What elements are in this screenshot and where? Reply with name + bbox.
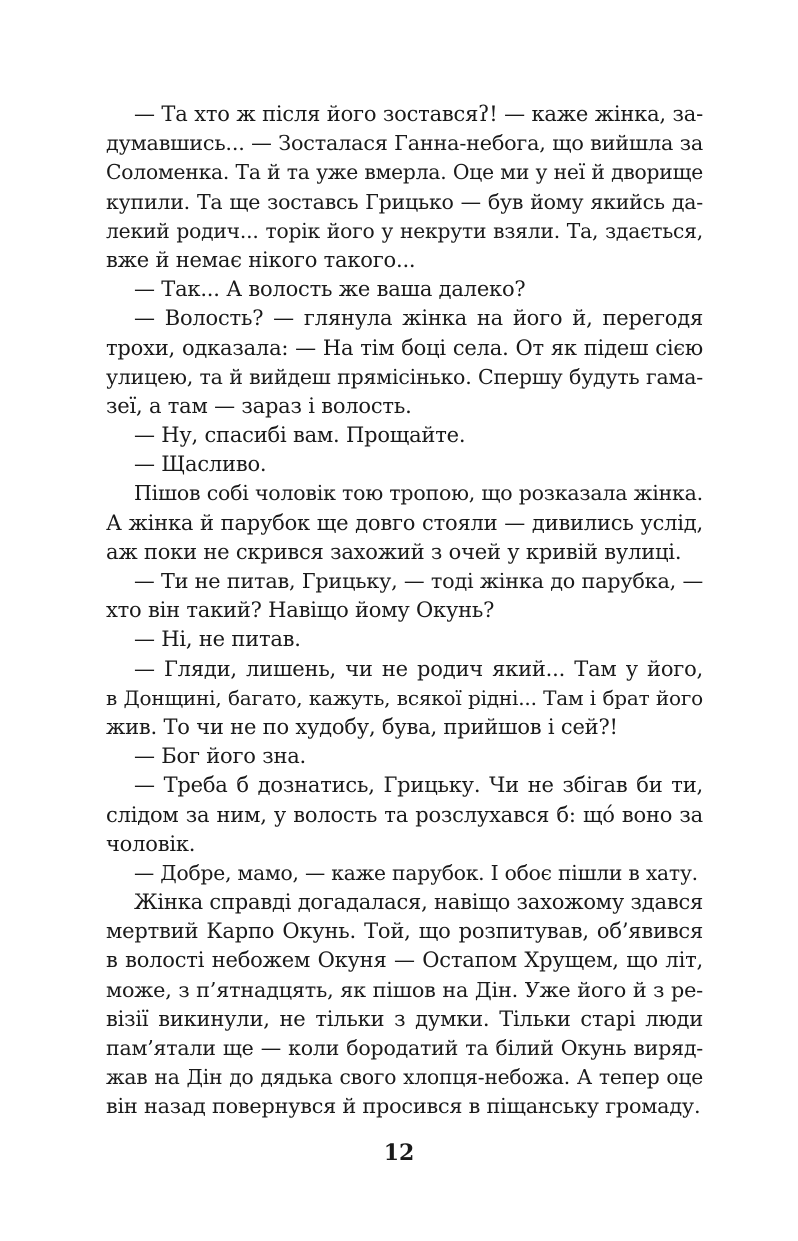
text-line: — Так... А волость же ваша далеко? <box>134 277 526 302</box>
text-line: А жінка й парубок ще довго стояли — дивились услід, <box>106 510 703 535</box>
text-line: — Волость? — глянула жінка на його й, перегодя <box>134 306 703 331</box>
text-line: — Треба б дознатись, Грицьку. Чи не збігав би ти, <box>134 773 703 798</box>
text-line: чоловік. <box>106 831 196 856</box>
text-line: — Ні, не питав. <box>134 627 301 652</box>
text-line: Пішов собі чоловік тою тропою, що розказала жінка. <box>134 481 703 506</box>
text-line: жив. То чи не по худобу, бува, прийшов і сей?! <box>106 714 618 739</box>
text-line: візії викинули, не тільки з думки. Тільки старі люди <box>106 1006 703 1031</box>
page-number: 12 <box>383 1140 415 1166</box>
text-line: Соломенка. Та й та уже вмерла. Оце ми у неї й дворище <box>106 160 703 185</box>
text-line: жав на Дін до дядька свого хлопця-небожа. А тепер оце <box>106 1065 703 1090</box>
text-line: — Гляди, лишень, чи не родич який... Там у його, <box>134 656 703 681</box>
text-line: думавшись... — Зосталася Ганна-небога, що вийшла за <box>106 131 703 156</box>
text-line: слідом за ним, у волость та розслухався б: що́ воно за <box>106 802 703 827</box>
text-line: він назад повернувся й просився в піщанську громаду. <box>106 1094 701 1119</box>
text-line: мертвий Карпо Окунь. Той, що розпитував, об’явився <box>106 919 703 944</box>
text-line: улицею, та й вийдеш прямісінько. Спершу будуть гама- <box>106 364 703 389</box>
text-line: — Ну, спасибі вам. Прощайте. <box>134 423 466 448</box>
text-line: вже й немає нікого такого... <box>106 247 416 272</box>
text-line: — Щасливо. <box>134 452 267 477</box>
text-line: в Донщині, багато, кажуть, всякої рідні... Там і брат його <box>106 685 703 710</box>
text-line: — Ти не питав, Грицьку, — тоді жінка до парубка, — <box>134 569 703 593</box>
text-line: трохи, одказала: — На тім боці села. От як підеш сією <box>106 335 703 360</box>
text-line: купили. Та ще зоставсь Грицько — був йому якийсь да- <box>106 189 703 214</box>
text-line: пам’ятали ще — коли бородатий та білий Окунь виряд- <box>106 1036 703 1060</box>
text-line: в волості небожем Окуня — Остапом Хрущем, що літ, <box>106 948 703 973</box>
text-line: хто він такий? Навіщо йому Окунь? <box>106 598 495 623</box>
text-line: лекий родич... торік його у некрути взяли. Та, здається, <box>106 218 703 243</box>
text-line: — Та хто ж після його зоставсяʔ! — каже жінка, за- <box>134 102 703 126</box>
text-line: аж поки не скрився захожий з очей у кривій вулиці. <box>106 539 682 564</box>
text-line: може, з п’ятнадцять, як пішов на Дін. Уже його й з ре- <box>106 977 703 1002</box>
page-text <box>106 100 703 1122</box>
text-line: — Бог його зна. <box>134 744 307 769</box>
text-line: — Добре, мамо, — каже парубок. І обоє пішли в хату. <box>134 860 698 885</box>
text-line: Жінка справді догадалася, навіщо захожому здався <box>134 890 704 915</box>
text-line: зеї, а там — зараз і волость. <box>106 393 412 418</box>
